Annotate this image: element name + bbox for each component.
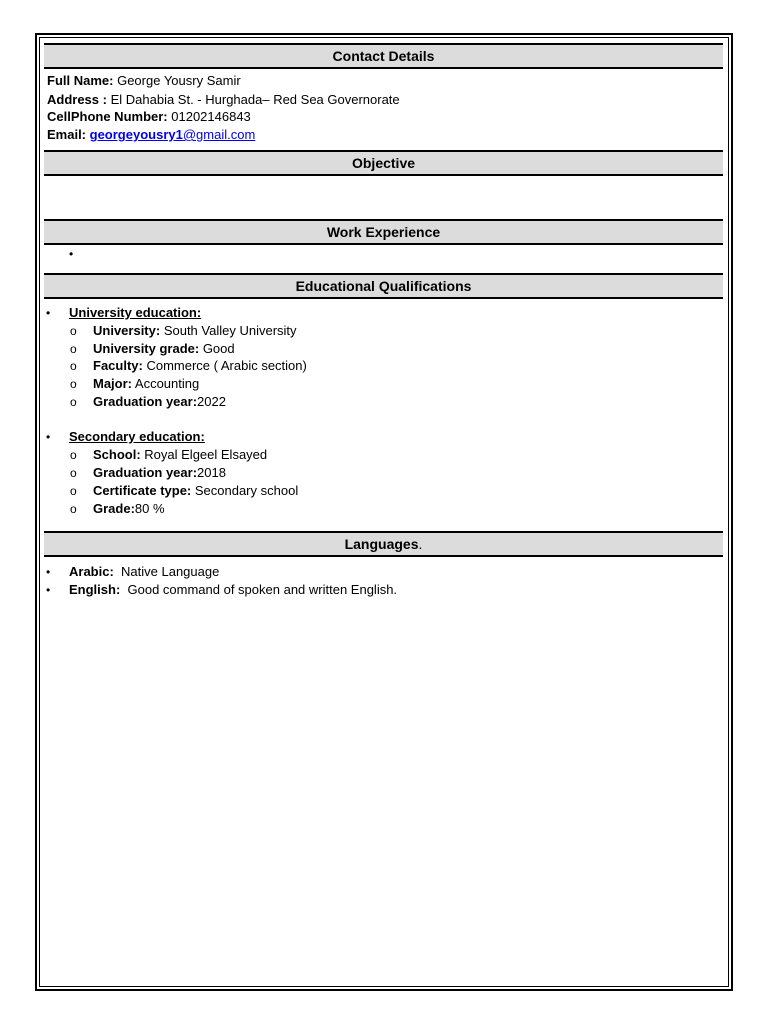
contact-heading-text: Contact Details — [332, 48, 435, 64]
university-item-label: University grade: — [93, 341, 200, 356]
university-item-value: Accounting — [132, 376, 200, 391]
university-item — [93, 393, 226, 411]
address-line — [47, 91, 400, 109]
sub-bullet: o — [70, 448, 77, 462]
university-item-label: Graduation year: — [93, 394, 198, 409]
sub-bullet: o — [70, 342, 77, 356]
secondary-item-label: School: — [93, 447, 141, 462]
email-user: georgeyousry1 — [89, 127, 183, 142]
address-label: Address : — [47, 92, 107, 107]
university-item-value: Commerce ( Arabic section) — [142, 358, 307, 373]
email-domain: @gmail.com — [182, 127, 256, 142]
secondary-item — [93, 482, 298, 500]
languages-heading-text: Languages — [344, 536, 419, 552]
address-value: El Dahabia St. - Hurghada– Red Sea Governorate — [110, 92, 400, 107]
language-bullet: • — [46, 583, 51, 597]
objective-heading-text: Objective — [351, 155, 416, 171]
secondary-item-value: 2018 — [197, 465, 226, 480]
secondary-item-value: 80 % — [134, 501, 165, 516]
language-label: Arabic: — [69, 564, 114, 579]
full-name-label: Full Name: — [47, 73, 114, 88]
work-heading — [44, 219, 723, 245]
objective-heading — [44, 150, 723, 176]
language-label: English: — [69, 582, 121, 597]
languages-heading-suffix: . — [418, 536, 423, 552]
secondary-item-value: Royal Elgeel Elsayed — [140, 447, 268, 462]
work-bullet: • — [69, 247, 74, 261]
university-item-value: Good — [199, 341, 235, 356]
sub-bullet: o — [70, 502, 77, 516]
language-bullet: • — [46, 565, 51, 579]
language-value: Good command of spoken and written English. — [120, 582, 398, 597]
secondary-item — [93, 446, 267, 464]
sub-bullet: o — [70, 377, 77, 391]
university-item-value: 2022 — [197, 394, 226, 409]
secondary-item-label: Graduation year: — [93, 465, 198, 480]
university-title-text: University education: — [69, 305, 202, 320]
secondary-item — [93, 464, 226, 482]
phone-line — [47, 108, 251, 126]
university-item-label: University: — [93, 323, 161, 338]
language-item — [69, 563, 219, 581]
language-value: Native Language — [113, 564, 220, 579]
university-item — [93, 357, 307, 375]
phone-value: 01202146843 — [171, 109, 251, 124]
university-item — [93, 375, 199, 393]
sub-bullet: o — [70, 466, 77, 480]
language-item — [69, 581, 397, 599]
sub-bullet: o — [70, 359, 77, 373]
secondary-item-value: Secondary school — [191, 483, 299, 498]
university-item — [93, 340, 235, 358]
full-name-line — [47, 72, 241, 90]
university-item — [93, 322, 297, 340]
secondary-bullet: • — [46, 430, 51, 444]
contact-heading — [44, 43, 723, 69]
university-bullet: • — [46, 306, 51, 320]
university-item-label: Faculty: — [93, 358, 143, 373]
education-heading-text: Educational Qualifications — [295, 278, 472, 294]
sub-bullet: o — [70, 395, 77, 409]
languages-heading — [44, 531, 723, 557]
secondary-title-text: Secondary education: — [69, 429, 205, 444]
email-line — [47, 126, 255, 144]
secondary-item — [93, 500, 165, 518]
sub-bullet: o — [70, 484, 77, 498]
university-item-label: Major: — [93, 376, 132, 391]
education-heading — [44, 273, 723, 299]
work-heading-text: Work Experience — [326, 224, 441, 240]
secondary-item-label: Certificate type: — [93, 483, 192, 498]
secondary-title — [69, 428, 205, 446]
sub-bullet: o — [70, 324, 77, 338]
full-name-value: George Yousry Samir — [117, 73, 241, 88]
email-link[interactable] — [90, 127, 256, 142]
university-title — [69, 304, 201, 322]
university-item-value: South Valley University — [160, 323, 297, 338]
phone-label: CellPhone Number: — [47, 109, 168, 124]
email-label: Email: — [47, 127, 87, 142]
secondary-item-label: Grade: — [93, 501, 135, 516]
